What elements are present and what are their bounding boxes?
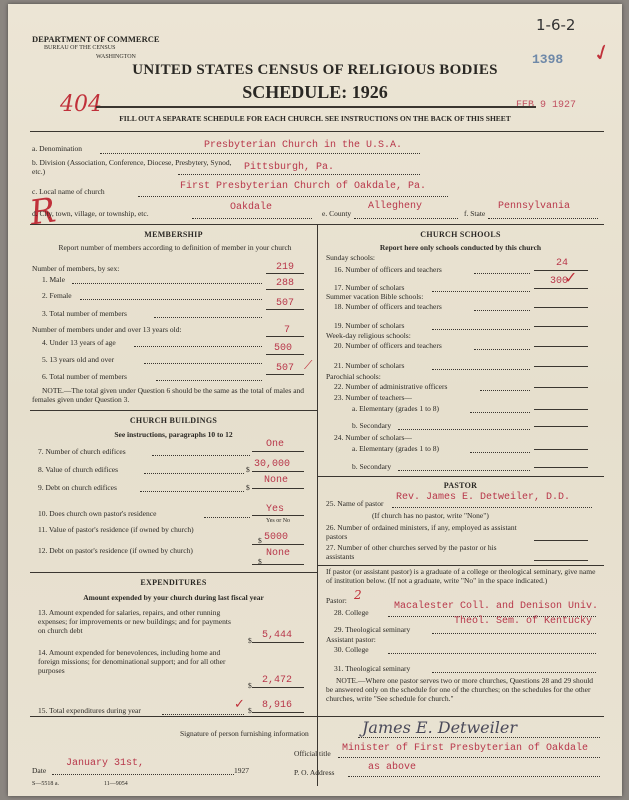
local-name-line (138, 196, 448, 197)
po-address-line (348, 776, 600, 777)
q28-value[interactable]: Macalester Coll. and Denison Univ. (394, 601, 599, 612)
q24a-underline (534, 449, 588, 450)
division-label: b. Division (Association, Conference, Diocese, Presbytery, Synod, etc.) (32, 158, 232, 176)
q17-line (432, 291, 530, 292)
signature-label: Signature of person furnishing information (180, 729, 309, 738)
form-number: S—5518 a. (32, 781, 59, 787)
schools-heading: CHURCH SCHOOLS (420, 230, 501, 239)
q25-label: 25. Name of pastor (326, 499, 384, 508)
q19-label: 19. Number of scholars (334, 321, 405, 330)
stamp-number: 1398 (532, 52, 564, 67)
membership-heading: MEMBERSHIP (144, 230, 203, 239)
checkmark-icon: ✓ (589, 37, 615, 68)
date-value[interactable]: January 31st, (66, 758, 145, 769)
county-label: e. County (322, 209, 352, 218)
q6-line (156, 380, 262, 381)
state-line (488, 218, 598, 219)
section-rule (30, 716, 604, 717)
q11-underline (252, 544, 304, 545)
header-rule (96, 106, 536, 108)
pastor-mark: 2 (354, 588, 362, 602)
q15-underline (252, 712, 304, 713)
q11-value[interactable]: 5000 (264, 532, 289, 543)
graduate-note: If pastor (or assistant pastor) is a graduate of a college or theological seminary, give name of institution below. (If not a graduate, write "No" in the space indicated.) (326, 567, 596, 585)
q16-label: 16. Number of officers and teachers (334, 265, 442, 274)
q19-underline (534, 326, 588, 327)
po-address-label: P. O. Address (294, 768, 335, 777)
signature-value[interactable]: James E. Detweiler (362, 718, 517, 737)
denomination-value[interactable]: Presbyterian Church in the U.S.A. (204, 140, 403, 151)
q2-value[interactable]: 288 (276, 278, 295, 289)
section-rule (317, 476, 604, 477)
print-number: 11—9054 (104, 781, 128, 787)
bureau-city: WASHINGTON (96, 54, 136, 60)
q24b-line (398, 470, 530, 471)
q24b-underline (534, 467, 588, 468)
assistant-subheading: Assistant pastor: (326, 635, 376, 644)
expenditures-heading: EXPENDITURES (140, 578, 207, 587)
q30-label: 30. College (334, 645, 369, 654)
q19-line (432, 329, 530, 330)
q6-underline (266, 374, 304, 375)
sex-heading: Number of members, by sex: (32, 264, 120, 273)
q6-label: 6. Total number of members (42, 372, 127, 381)
q28-label: 28. College (334, 608, 369, 617)
q27-underline (534, 560, 588, 561)
received-date-stamp: FEB 9 1927 (516, 100, 577, 111)
q30-line (388, 653, 596, 654)
vacation-heading: Summer vacation Bible schools: (326, 292, 424, 301)
q9-value[interactable]: None (264, 475, 289, 486)
handwritten-number: 404 (60, 92, 102, 117)
pastor-subheading: Pastor: (326, 596, 347, 605)
q21-label: 21. Number of scholars (334, 361, 405, 370)
q23-label: 23. Number of teachers— (334, 393, 412, 402)
section-rule (30, 131, 604, 132)
q8-dollar: $ (246, 465, 250, 474)
q29-value[interactable]: Theol. Sem. of Kentucky (454, 616, 593, 627)
q17-underline (534, 288, 588, 289)
q15-value[interactable]: 8,916 (262, 700, 293, 711)
membership-intro: Report number of members according to definition of member in your church (58, 243, 292, 252)
q25-value[interactable]: Rev. James E. Detweiler, D.D. (396, 492, 571, 503)
q21-line (432, 369, 530, 370)
q8-value[interactable]: 30,000 (254, 459, 291, 470)
sunday-heading: Sunday schools: (326, 253, 375, 262)
census-schedule-page (8, 4, 622, 796)
q7-line (152, 455, 250, 456)
q15-dollar: $ (248, 706, 252, 715)
q20-label: 20. Number of officers and teachers (334, 341, 442, 350)
q22-underline (534, 387, 588, 388)
q16-underline (534, 270, 588, 271)
denomination-label: a. Denomination (32, 144, 82, 153)
signature-line (358, 737, 600, 738)
q18-line (474, 310, 530, 311)
q20-line (474, 349, 530, 350)
q29-line (432, 633, 596, 634)
q3-line (154, 317, 262, 318)
q2-label: 2. Female (42, 291, 72, 300)
q3-value[interactable]: 507 (276, 298, 295, 309)
q1-underline (266, 273, 304, 274)
date-label: Date (32, 766, 47, 775)
q6-value[interactable]: 507 (276, 363, 295, 374)
date-line (52, 774, 234, 775)
q18-label: 18. Number of officers and teachers (334, 302, 442, 311)
state-label: f. State (464, 209, 486, 218)
q9-label: 9. Debt on church edifices (38, 483, 117, 492)
handwritten-r: R (27, 190, 59, 234)
q24b-label: b. Secondary (352, 462, 392, 471)
q2-underline (266, 289, 304, 290)
local-name-value[interactable]: First Presbyterian Church of Oakdale, Pa. (180, 181, 427, 192)
q24a-label: a. Elementary (grades 1 to 8) (352, 444, 440, 453)
bureau-name: BUREAU OF THE CENSUS (44, 45, 116, 51)
q9-underline (252, 488, 304, 489)
q23a-label: a. Elementary (grades 1 to 8) (352, 404, 440, 413)
q23b-label: b. Secondary (352, 421, 392, 430)
q4-value[interactable]: 7 (284, 325, 291, 336)
q13-dollar: $ (248, 636, 252, 645)
form-title: UNITED STATES CENSUS OF RELIGIOUS BODIES (132, 62, 498, 78)
q7-label: 7. Number of church edifices (38, 447, 126, 456)
column-divider (317, 224, 318, 786)
q12-underline (252, 564, 304, 565)
division-line (178, 174, 420, 175)
q12-label: 12. Debt on pastor's residence (if owned by church) (38, 546, 193, 555)
q17-label: 17. Number of scholars (334, 283, 405, 292)
q21-underline (534, 366, 588, 367)
q10-label: 10. Does church own pastor's residence (38, 509, 157, 518)
q3-label: 3. Total number of members (42, 309, 127, 318)
q22-line (480, 390, 530, 391)
q5-underline (266, 354, 304, 355)
q31-label: 31. Theological seminary (334, 664, 411, 673)
q12-value[interactable]: None (266, 548, 291, 559)
city-value[interactable]: Oakdale (230, 202, 273, 213)
q24a-line (470, 452, 530, 453)
city-label: d. City, town, village, or township, etc. (32, 209, 149, 218)
division-value[interactable]: Pittsburgh, Pa. (244, 162, 335, 173)
q9-line (140, 491, 244, 492)
q7-underline (252, 451, 304, 452)
q14-value[interactable]: 2,472 (262, 675, 293, 686)
q25-line (392, 507, 592, 508)
schedule-title: SCHEDULE: 1926 (242, 82, 388, 102)
county-value[interactable]: Allegheny (368, 201, 423, 212)
q13-value[interactable]: 5,444 (262, 630, 293, 641)
q23a-underline (534, 409, 588, 410)
q5-line (144, 363, 262, 364)
q14-underline (252, 687, 304, 688)
instruction-line: FILL OUT A SEPARATE SCHEDULE FOR EACH CHURCH. SEE INSTRUCTIONS ON THE BACK OF THIS SHEET (119, 114, 511, 123)
department-name: DEPARTMENT OF COMMERCE (32, 34, 160, 44)
q25-hint: (If church has no pastor, write "None") (372, 511, 489, 520)
checkmark-icon: ⟋ (304, 358, 313, 372)
section-rule (30, 572, 317, 573)
q26-label: 26. Number of ordained ministers, if any, employed as assistant pastors (326, 523, 517, 541)
po-address-value[interactable]: as above (368, 762, 417, 773)
q23b-underline (534, 426, 588, 427)
date-year: 1927 (234, 766, 249, 775)
q22-label: 22. Number of administrative officers (334, 382, 448, 391)
age-heading: Number of members under and over 13 years old: (32, 325, 182, 334)
membership-note: NOTE.—The total given under Question 6 should be the same as the total of males and females given under Question 3. (32, 386, 305, 404)
official-title-line (338, 757, 600, 758)
q16-line (474, 273, 530, 274)
state-value[interactable]: Pennsylvania (498, 201, 571, 212)
q11-dollar: $ (258, 536, 262, 545)
q10-value[interactable]: Yes (266, 504, 285, 515)
q23b-line (398, 429, 530, 430)
expenditures-sub: Amount expended by your church during last fiscal year (83, 593, 264, 602)
q10-line (204, 517, 250, 518)
checkmark-icon: ✓ (234, 696, 245, 711)
section-rule (30, 410, 317, 411)
pencil-mark-top-right: 1-6-2 (536, 16, 576, 34)
q8-label: 8. Value of church edifices (38, 465, 119, 474)
q3-underline (266, 309, 304, 310)
q9-dollar: $ (246, 483, 250, 492)
buildings-heading: CHURCH BUILDINGS (129, 416, 218, 425)
checkmark-icon: ✓ (564, 270, 578, 287)
q29-label: 29. Theological seminary (334, 625, 411, 634)
q1-value[interactable]: 219 (276, 262, 295, 273)
q11-label: 11. Value of pastor's residence (if owned by church) (38, 525, 194, 534)
q10-hint: Yes or No (266, 518, 291, 524)
q10-underline (252, 515, 304, 516)
pastor-note: NOTE.—Where one pastor serves two or more churches, Questions 28 and 29 should be answered only on the schedule for one of the churches; on the schedules for the other churches, write "See schedule for church." (326, 676, 594, 703)
q12-dollar: $ (258, 557, 262, 566)
q23a-line (470, 412, 530, 413)
q20-underline (534, 346, 588, 347)
q5-label: 5. 13 years old and over (42, 355, 115, 364)
parochial-heading: Parochial schools: (326, 372, 381, 381)
q16-value[interactable]: 24 (556, 258, 569, 269)
q15-line (162, 714, 244, 715)
q1-line (72, 283, 262, 284)
q5-value[interactable]: 500 (274, 343, 293, 354)
pastor-heading: PASTOR (443, 481, 478, 490)
q18-underline (534, 307, 588, 308)
q8-line (144, 473, 244, 474)
official-title-value[interactable]: Minister of First Presbyterian of Oakdale (342, 743, 589, 754)
q4-underline (266, 336, 304, 337)
q4-label: 4. Under 13 years of age (42, 338, 116, 347)
q2-line (80, 299, 262, 300)
q14-label: 14. Amount expended for benevolences, including home and foreign missions; for denominational support; and for all other purposes (38, 648, 226, 675)
official-title-label: Official title (294, 749, 331, 758)
buildings-sub: See instructions, paragraphs 10 to 12 (114, 430, 233, 439)
q15-label: 15. Total expenditures during year (38, 706, 141, 715)
q7-value[interactable]: One (266, 439, 285, 450)
denomination-line (100, 153, 420, 154)
county-line (354, 218, 458, 219)
section-rule (317, 565, 604, 566)
q31-line (432, 672, 596, 673)
schools-sub: Report here only schools conducted by this church (379, 243, 542, 252)
q27-label: 27. Number of other churches served by the pastor or his assistants (326, 543, 497, 561)
weekday-heading: Week-day religious schools: (326, 331, 411, 340)
city-line (192, 218, 312, 219)
q24-label: 24. Number of scholars— (334, 433, 412, 442)
q13-underline (252, 642, 304, 643)
q26-underline (534, 540, 588, 541)
q1-label: 1. Male (42, 275, 65, 284)
q13-label: 13. Amount expended for salaries, repairs, and other running expenses; for improvements or new buildings; and for payments on church debt (38, 608, 231, 635)
q8-underline (252, 471, 304, 472)
q14-dollar: $ (248, 681, 252, 690)
local-name-label: c. Local name of church (32, 187, 105, 196)
q4-line (134, 346, 262, 347)
q17-value[interactable]: 300 (550, 276, 569, 287)
